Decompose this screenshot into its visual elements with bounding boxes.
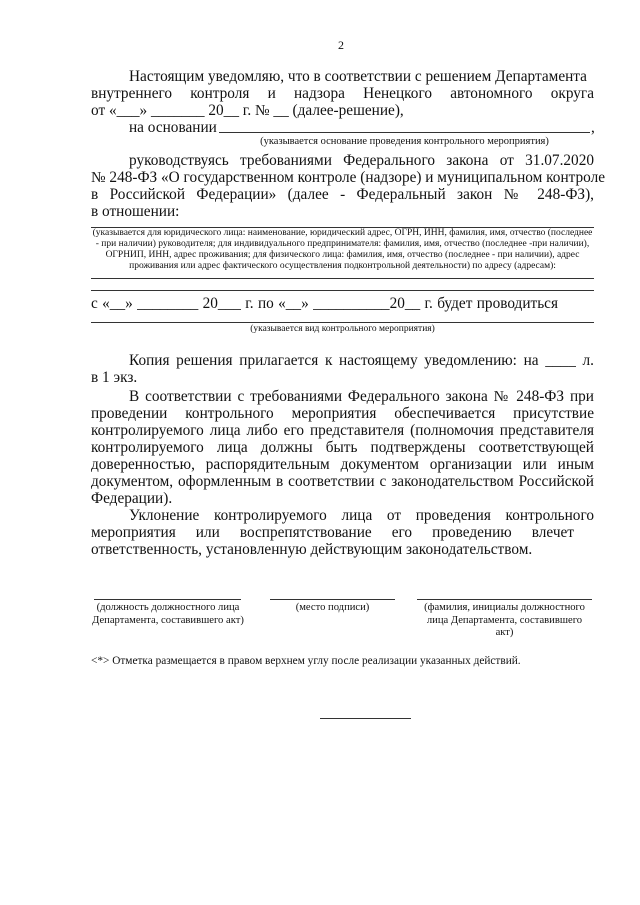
para2-line3: в Российской Федерации» (далее - Федеральный закон № 248-ФЗ), — [91, 186, 594, 203]
para2-line1: руководствуясь требованиями Федерального закона от 31.07.2020 — [129, 152, 594, 169]
name-sign-line — [417, 599, 592, 600]
name-caption: (фамилия, инициалы должностного лица Департамента, составившего акт) — [424, 602, 585, 638]
para2-line4: в отношении: — [91, 203, 180, 220]
presence-line7: Федерации). — [91, 490, 173, 507]
para1-line4: на основании — [129, 119, 217, 136]
period-caption: (указывается вид контрольного мероприятия) — [250, 324, 435, 334]
para1-line4-tail: , — [591, 119, 595, 136]
presence-line4: контролируемого лица должны быть подтверждены соответствующей — [91, 439, 594, 456]
presence-line2: проведении контрольного мероприятия обеспечивается присутствие — [91, 405, 594, 422]
signature-sign-line — [270, 599, 395, 600]
para2-line2: № 248-ФЗ «О государственном контроле (надзоре) и муниципальном контроле — [91, 169, 606, 186]
address-fill-line-1 — [91, 278, 594, 279]
end-line — [320, 718, 411, 719]
footnote: <*> Отметка размещается в правом верхнем углу после реализации указанных действий. — [91, 655, 521, 667]
address-fill-line-2 — [91, 290, 594, 291]
activity-fill-line — [91, 322, 594, 323]
presence-line5: доверенностью, распорядительным документом организации или иным — [91, 456, 594, 473]
basis-fill-line — [219, 132, 590, 133]
para1-line3: от «___» _______ 20__ г. № __ (далее-решение), — [91, 102, 404, 119]
page-number: 2 — [338, 38, 344, 52]
basis-caption: (указывается основание проведения контрольного мероприятия) — [260, 136, 549, 147]
position-caption: (должность должностного лица Департамента, составившего акт) — [92, 602, 244, 626]
para1-line2: внутреннего контроля и надзора Ненецкого автономного округа — [91, 85, 594, 102]
period-line: с «__» ________ 20___ г. по «__» __________20__ г. будет проводиться — [91, 295, 558, 312]
presence-line1: В соответствии с требованиями Федерального закона № 248-ФЗ при — [129, 388, 594, 405]
presence-line6: документом, оформленным в соответствии с законодательством Российской — [91, 473, 594, 490]
evasion-line1: Уклонение контролируемого лица от проведения контрольного — [129, 507, 594, 524]
evasion-line3: ответственность, установленную действующим законодательством. — [91, 541, 533, 558]
copy-line1: Копия решения прилагается к настоящему уведомлению: на ____ л. — [129, 352, 594, 369]
presence-line3: контролируемого лица либо его представителя (полномочия представителя — [91, 422, 594, 439]
copy-line2: в 1 экз. — [91, 369, 138, 386]
para1-line1: Настоящим уведомляю, что в соответствии с решением Департамента — [129, 68, 587, 85]
evasion-line2: мероприятия или воспрепятствование его проведению влечет — [91, 524, 574, 541]
subject-caption: (указывается для юридического лица: наименование, юридический адрес, ОГРН, ИНН, фамилия, имя, отчество (последнее - при наличии) руководителя; для индивидуального предпринимателя: фамилия, имя, отчество (последнее -при наличии), ОГРНИП, ИНН, адрес проживания; для физического лица: фамилия, имя, отчество (последнее - при наличии), адрес проживания или адрес фактического осуществления подконтрольной деятельности) по адресу (адресам): — [92, 228, 593, 271]
signature-caption: (место подписи) — [295, 602, 370, 613]
position-sign-line — [94, 599, 241, 600]
